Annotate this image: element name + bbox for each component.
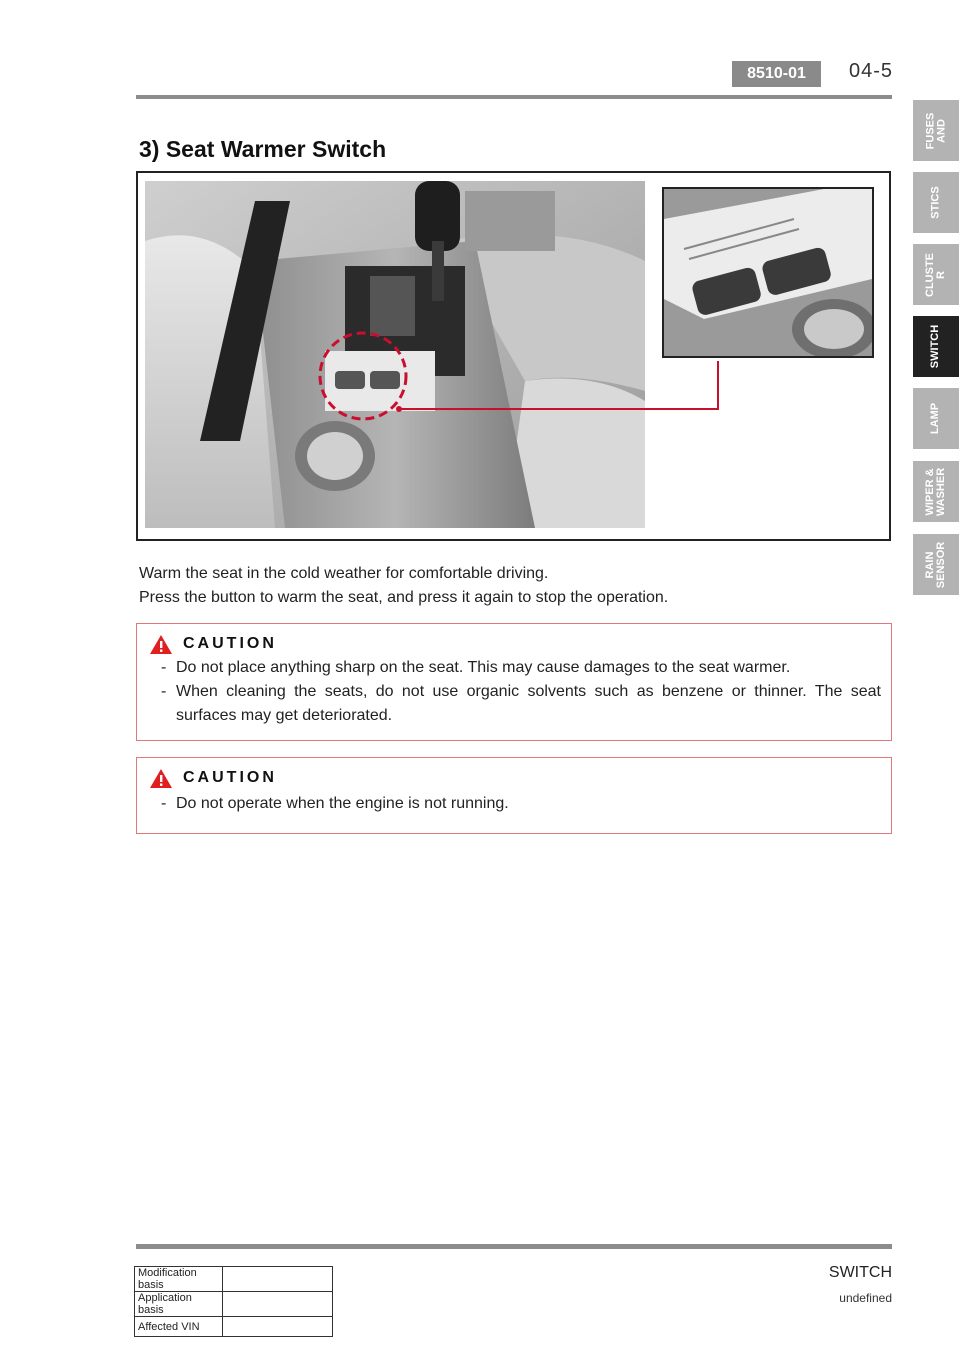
side-tab-cluster[interactable]: CLUSTE R: [913, 244, 959, 305]
section-code-badge: 8510-01: [732, 61, 821, 87]
warning-icon: [149, 634, 173, 655]
page-number: 04-5: [849, 60, 894, 82]
table-row: [135, 1292, 333, 1317]
table-value: [223, 1292, 333, 1317]
table-value: [223, 1267, 333, 1292]
table-row: [135, 1317, 333, 1337]
side-tab-rain-sensor[interactable]: RAIN SENSOR: [913, 534, 959, 595]
footer-subtitle: undefined: [839, 1291, 892, 1305]
caution-item: - When cleaning the seats, do not use organic solvents such as benzene or thinner. The seat surfaces may get deteriorated.: [161, 683, 881, 724]
caution-item: - Do not operate when the engine is not running.: [161, 795, 509, 812]
side-tab-switch[interactable]: SWITCH: [913, 316, 959, 377]
side-tab-diagnostics[interactable]: STICS: [913, 172, 959, 233]
caution-box-2: [136, 757, 892, 834]
side-tab-fuses[interactable]: FUSES AND: [913, 100, 959, 161]
caution-header: [149, 632, 277, 656]
warning-icon: [149, 768, 173, 789]
modification-table: [134, 1266, 333, 1337]
caution-label: CAUTION: [183, 769, 277, 786]
footer-title: SWITCH: [828, 1264, 892, 1281]
callout-line: [395, 355, 725, 415]
table-row: [135, 1267, 333, 1292]
side-tab-lamp[interactable]: LAMP: [913, 388, 959, 449]
switch-closeup: [664, 189, 872, 356]
caution-item: - Do not place anything sharp on the seat. This may cause damages to the seat warmer.: [161, 659, 791, 676]
caution-header: [149, 766, 277, 790]
table-value: [223, 1317, 333, 1337]
table-label: Affected VIN: [135, 1317, 223, 1337]
body-text-line-1: Warm the seat in the cold weather for comfortable driving.: [139, 565, 549, 582]
switch-inset-photo: [662, 187, 874, 358]
caution-label: CAUTION: [183, 635, 277, 652]
caution-box-1: [136, 623, 892, 741]
header-divider: [136, 95, 892, 99]
table-label: Application basis: [135, 1292, 223, 1317]
side-tab-wiper-washer[interactable]: WIPER & WASHER: [913, 461, 959, 522]
page-title: 3) Seat Warmer Switch: [139, 136, 387, 162]
body-text-line-2: Press the button to warm the seat, and press it again to stop the operation.: [139, 589, 669, 606]
table-label: Modification basis: [135, 1267, 223, 1292]
footer-divider: [136, 1244, 892, 1249]
